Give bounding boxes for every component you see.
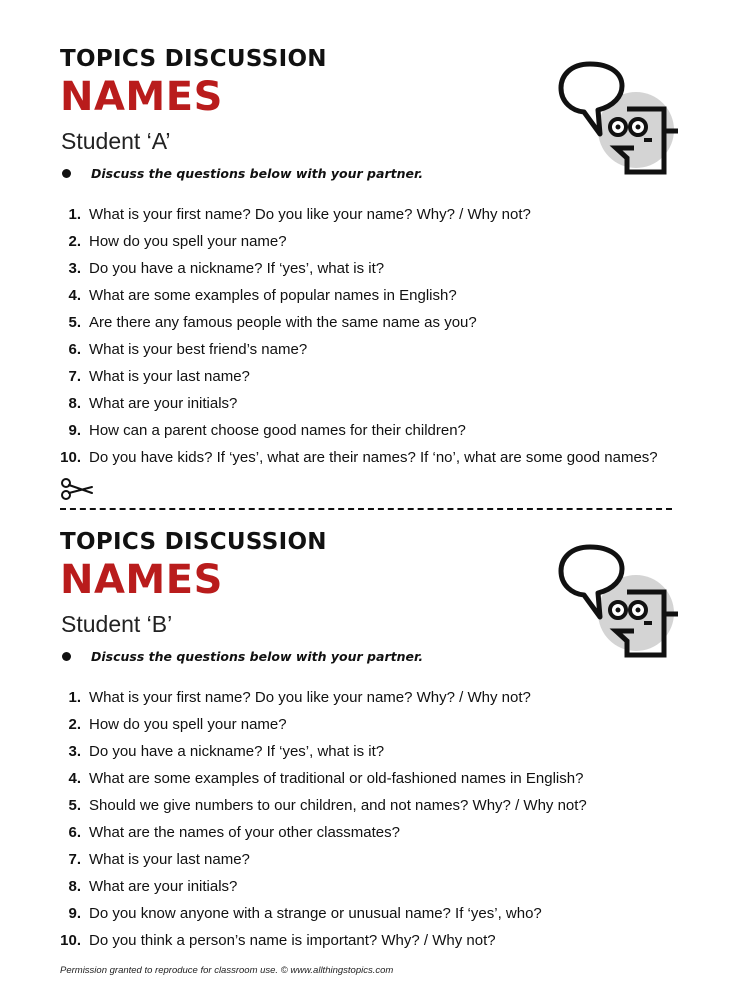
question-number: 9. <box>68 422 81 439</box>
instruction <box>62 166 423 181</box>
question-number: 1. <box>68 689 81 706</box>
question-item <box>56 931 587 958</box>
question-text: What are the names of your other classmates? <box>89 824 400 841</box>
question-number: 9. <box>68 905 81 922</box>
question-number: 5. <box>68 314 81 331</box>
question-text: What are some examples of popular names in English? <box>89 287 457 304</box>
question-text: Do you know anyone with a strange or unusual name? If ‘yes’, who? <box>89 905 542 922</box>
question-item <box>56 769 587 796</box>
question-text: What are your initials? <box>89 395 238 412</box>
question-text: What are some examples of traditional or old-fashioned names in English? <box>89 770 584 787</box>
question-item <box>56 796 587 823</box>
question-text: What is your first name? Do you like your name? Why? / Why not? <box>89 689 531 706</box>
question-item <box>56 367 658 394</box>
speech-bubble-face-icon <box>556 541 684 663</box>
question-text: Should we give numbers to our children, and not names? Why? / Why not? <box>89 797 587 814</box>
footer-permission: Permission granted to reproduce for classroom use. © www.allthingstopics.com <box>60 965 394 976</box>
question-text: What is your last name? <box>89 368 250 385</box>
question-number: 6. <box>68 824 81 841</box>
instruction-text: Discuss the questions below with your partner. <box>91 649 424 664</box>
bullet-icon <box>62 169 71 178</box>
student-label: Student ‘A’ <box>61 128 171 154</box>
question-item <box>56 394 658 421</box>
question-item <box>56 448 658 475</box>
speech-bubble-face-icon <box>556 58 684 180</box>
question-item <box>56 340 658 367</box>
question-item <box>56 850 587 877</box>
question-number: 2. <box>68 716 81 733</box>
question-item <box>56 286 658 313</box>
question-number: 7. <box>68 851 81 868</box>
question-number: 1. <box>68 206 81 223</box>
cut-line <box>60 508 672 510</box>
scissors-icon <box>60 478 94 500</box>
student-label: Student ‘B’ <box>61 611 173 637</box>
question-item <box>56 313 658 340</box>
question-list <box>56 205 658 475</box>
question-text: Do you have a nickname? If ‘yes’, what is it? <box>89 260 385 277</box>
question-item <box>56 742 587 769</box>
question-number: 10. <box>60 449 81 466</box>
question-text: What is your last name? <box>89 851 250 868</box>
question-item <box>56 688 587 715</box>
question-number: 6. <box>68 341 81 358</box>
question-item <box>56 421 658 448</box>
question-text: How can a parent choose good names for their children? <box>89 422 466 439</box>
page-title: NAMES <box>60 74 223 120</box>
question-number: 3. <box>68 260 81 277</box>
instruction-text: Discuss the questions below with your partner. <box>91 166 424 181</box>
question-text: How do you spell your name? <box>89 716 287 733</box>
question-item <box>56 205 658 232</box>
question-number: 7. <box>68 368 81 385</box>
question-number: 2. <box>68 233 81 250</box>
question-item <box>56 259 658 286</box>
question-text: Do you have kids? If ‘yes’, what are their names? If ‘no’, what are some good names? <box>89 449 658 466</box>
question-number: 5. <box>68 797 81 814</box>
question-number: 10. <box>60 932 81 949</box>
question-item <box>56 823 587 850</box>
question-text: Do you think a person’s name is important? Why? / Why not? <box>89 932 496 949</box>
question-text: How do you spell your name? <box>89 233 287 250</box>
question-number: 8. <box>68 878 81 895</box>
question-item <box>56 877 587 904</box>
instruction <box>62 649 423 664</box>
question-text: Are there any famous people with the same name as you? <box>89 314 477 331</box>
question-text: Do you have a nickname? If ‘yes’, what is it? <box>89 743 385 760</box>
question-number: 8. <box>68 395 81 412</box>
question-item <box>56 904 587 931</box>
question-item <box>56 232 658 259</box>
question-list <box>56 688 587 958</box>
question-item <box>56 715 587 742</box>
question-text: What are your initials? <box>89 878 238 895</box>
question-text: What is your best friend’s name? <box>89 341 308 358</box>
section-kicker: TOPICS DISCUSSION <box>60 529 327 555</box>
bullet-icon <box>62 652 71 661</box>
page-title: NAMES <box>60 557 223 603</box>
question-number: 4. <box>68 287 81 304</box>
question-text: What is your first name? Do you like your name? Why? / Why not? <box>89 206 531 223</box>
question-number: 3. <box>68 743 81 760</box>
question-number: 4. <box>68 770 81 787</box>
section-kicker: TOPICS DISCUSSION <box>60 46 327 72</box>
